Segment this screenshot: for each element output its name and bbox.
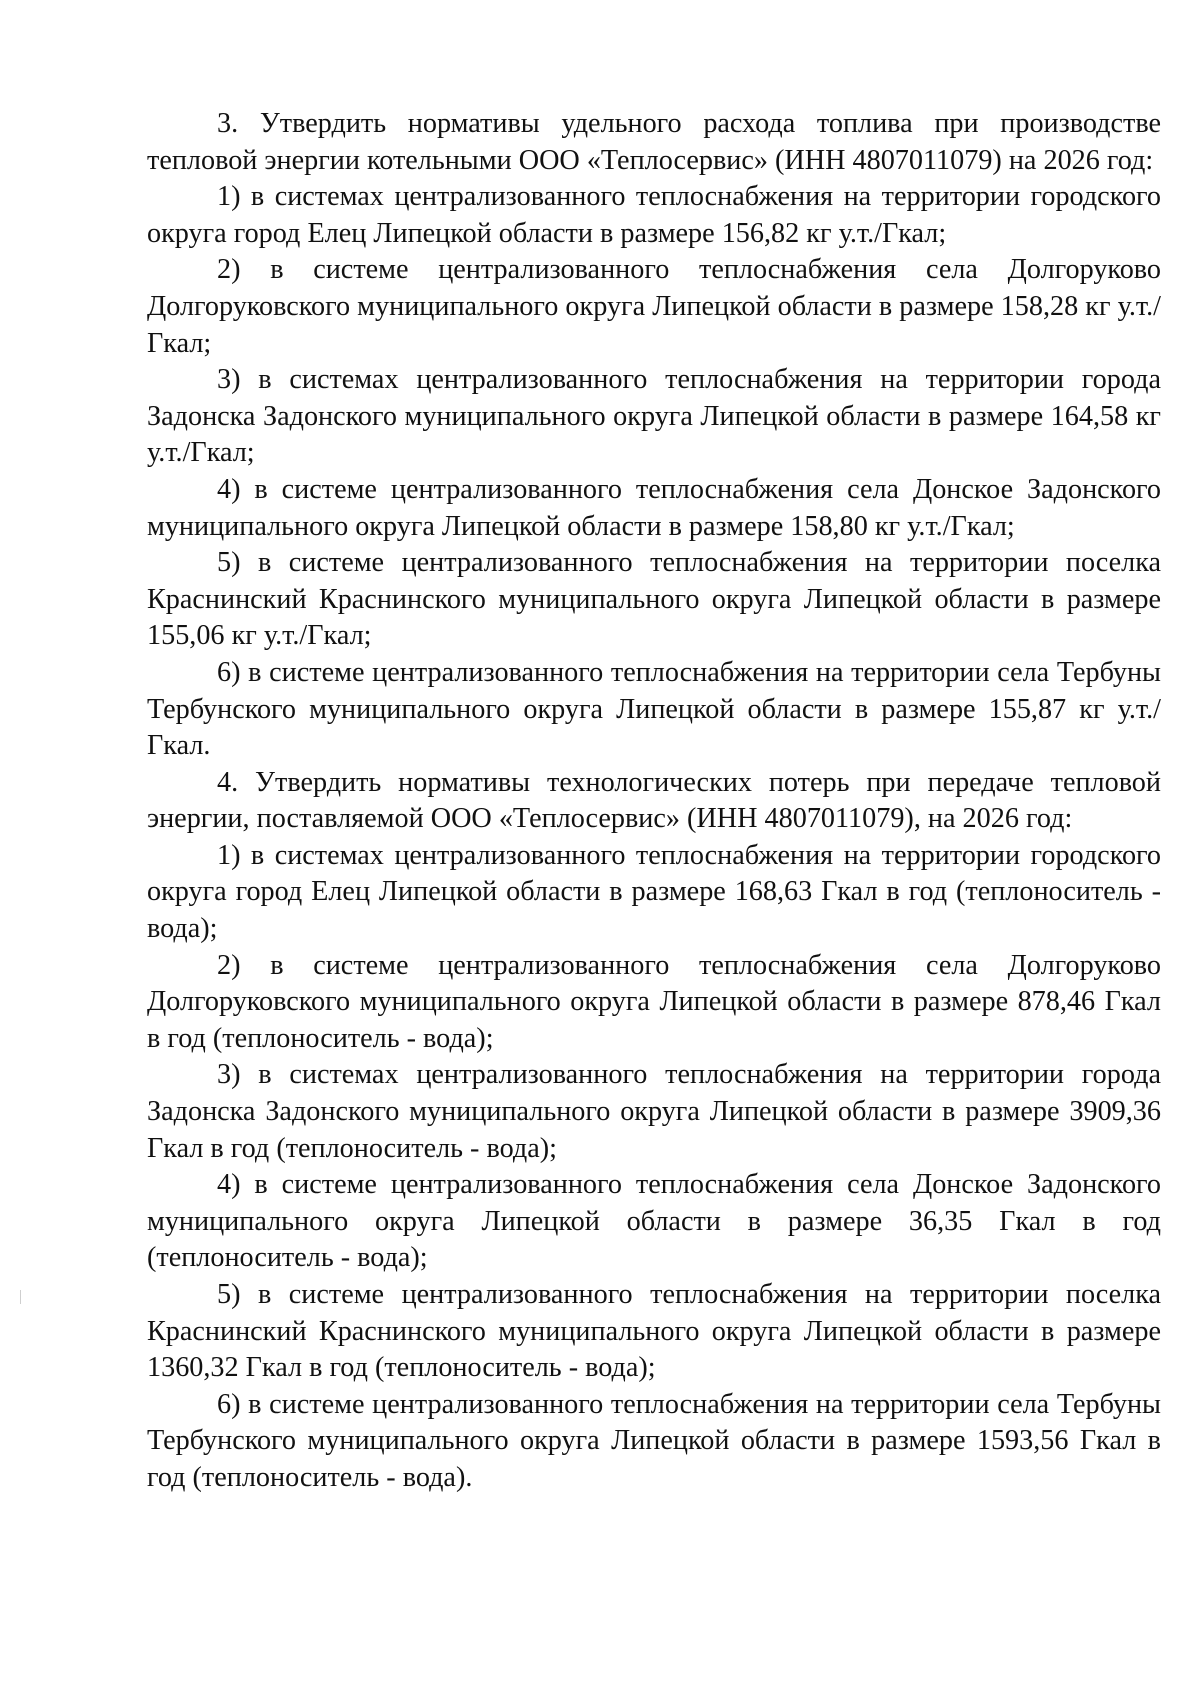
paragraph-item-3-5: 5) в системе централизованного теплоснабжения на территории поселка Краснинский Краснинского муниципального округа Липецкой области в размере 155,06 кг у.т./Гкал; [147,547,1161,652]
paragraph-item-4-4: 4) в системе централизованного теплоснабжения села Донское Задонского муниципального округа Липецкой области в размере 36,35 Гкал в год (теплоноситель - вода); [147,1169,1161,1274]
paragraph-item-3-2: 2) в системе централизованного теплоснабжения села Долгоруково Долгоруковского муниципального округа Липецкой области в размере 158,28 кг у.т./Гкал; [147,254,1161,359]
paragraph-item-3-4: 4) в системе централизованного теплоснабжения села Донское Задонского муниципального округа Липецкой области в размере 158,80 кг у.т./Гкал; [147,473,1161,542]
scan-margin-mark [20,1290,21,1304]
paragraph-item-4-6: 6) в системе централизованного теплоснабжения на территории села Тербуны Тербунского муниципального округа Липецкой области в размере 1593,56 Гкал в год (теплоноситель - вода). [147,1388,1161,1493]
paragraph-item-3-3: 3) в системах централизованного теплоснабжения на территории города Задонска Задонского муниципального округа Липецкой области в размере 164,58 кг у.т./Гкал; [147,364,1161,469]
paragraph-item-4-2: 2) в системе централизованного теплоснабжения села Долгоруково Долгоруковского муниципального округа Липецкой области в размере 878,46 Гкал в год (теплоноситель - вода); [147,949,1161,1054]
paragraph-item-4-3: 3) в системах централизованного теплоснабжения на территории города Задонска Задонского муниципального округа Липецкой области в размере 3909,36 Гкал в год (теплоноситель - вода); [147,1059,1161,1164]
paragraph-item-3-1: 1) в системах централизованного теплоснабжения на территории городского округа город Елец Липецкой области в размере 156,82 кг у.т./Гкал; [147,181,1161,249]
paragraph-item-3-6: 6) в системе централизованного теплоснабжения на территории села Тербуны Тербунского муниципального округа Липецкой области в размере 155,87 кг у.т./Гкал. [147,656,1161,762]
paragraph-item-4-heading: 4. Утвердить нормативы технологических потерь при передаче тепловой энергии, поставляемой ООО «Теплосервис» (ИНН 4807011079), на 2026 год: [147,766,1161,835]
document-body [147,106,1161,1497]
paragraph-item-4-5: 5) в системе централизованного теплоснабжения на территории поселка Краснинский Краснинского муниципального округа Липецкой области в размере 1360,32 Гкал в год (теплоноситель - вода); [147,1279,1161,1384]
paragraph-item-4-1: 1) в системах централизованного теплоснабжения на территории городского округа город Елец Липецкой области в размере 168,63 Гкал в год (теплоноситель - вода); [147,839,1161,945]
paragraph-item-3-heading: 3. Утвердить нормативы удельного расхода топлива при производстве тепловой энергии котельными ООО «Теплосервис» (ИНН 4807011079) на 2026 год: [147,108,1161,176]
